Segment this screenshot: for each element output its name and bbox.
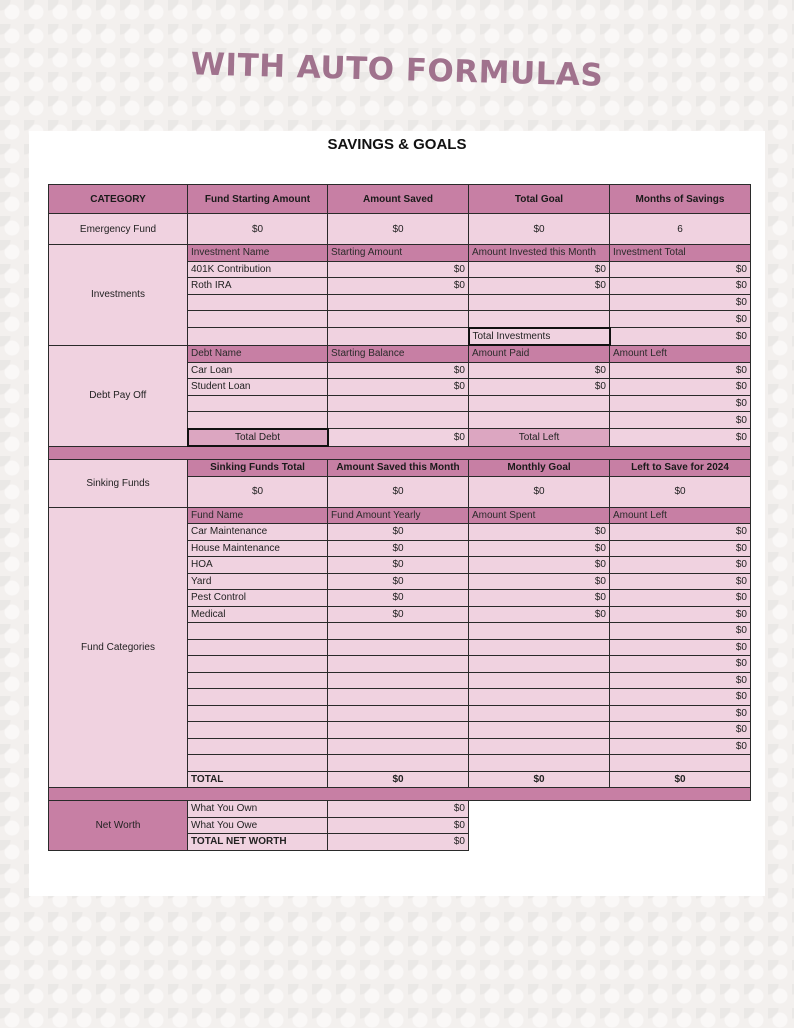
fund-yearly-cell[interactable]: $0 [328,557,469,574]
fund-name-cell[interactable] [188,689,328,706]
fund-name-cell[interactable] [188,656,328,673]
total-left-label: Total Left [469,429,610,447]
document-title: SAVINGS & GOALS [327,136,467,153]
fund-spent-cell[interactable]: $0 [469,540,610,557]
debt-name-cell[interactable]: Student Loan [188,379,328,396]
fund-left-cell[interactable]: $0 [610,623,751,640]
debt-starting-cell[interactable] [328,395,469,412]
investment-name-cell[interactable]: 401K Contribution [188,261,328,278]
fund-yearly-cell[interactable] [328,623,469,640]
networth-item-label: What You Owe [188,817,328,834]
fund-spent-cell[interactable]: $0 [469,590,610,607]
fund-name-cell[interactable] [188,623,328,640]
blank-cell[interactable] [188,328,328,346]
debt-starting-cell[interactable] [328,412,469,429]
section-divider [49,446,751,460]
blank-area [469,801,751,851]
debt-col-left: Amount Left [610,345,751,362]
investment-total-cell[interactable]: $0 [610,261,751,278]
networth-item-value[interactable]: $0 [328,817,469,834]
investment-invested-cell[interactable]: $0 [469,278,610,295]
fund-spent-cell[interactable] [469,656,610,673]
funds-total-spent[interactable]: $0 [469,771,610,788]
fund-yearly-cell[interactable] [328,738,469,755]
investment-starting-cell[interactable] [328,311,469,328]
header-row [49,185,751,214]
debt-left-cell[interactable]: $0 [610,395,751,412]
fund-left-cell[interactable] [610,755,751,772]
investments-label: Investments [49,245,188,346]
sinking-funds-label: Sinking Funds [49,460,188,508]
emergency-fund-label: Emergency Fund [49,214,188,245]
fund-yearly-cell[interactable] [328,639,469,656]
investments-subheader-row [49,245,751,262]
header-months-of-savings: Months of Savings [610,185,751,214]
sinking-header-row [49,460,751,477]
debt-label: Debt Pay Off [49,345,188,446]
sinking-total-cell[interactable]: $0 [188,476,328,507]
debt-left-cell[interactable]: $0 [610,379,751,396]
fund-name-cell[interactable] [188,738,328,755]
fund-yearly-cell[interactable]: $0 [328,540,469,557]
debt-paid-cell[interactable]: $0 [469,362,610,379]
debt-col-starting: Starting Balance [328,345,469,362]
fund-left-cell[interactable]: $0 [610,722,751,739]
funds-col-yearly: Fund Amount Yearly [328,507,469,524]
investment-total-cell[interactable]: $0 [610,311,751,328]
funds-total-left[interactable]: $0 [610,771,751,788]
total-investments-value[interactable]: $0 [610,328,751,346]
sinking-col-saved: Amount Saved this Month [328,460,469,477]
fund-spent-cell[interactable] [469,623,610,640]
funds-subheader-row [49,507,751,524]
fund-left-cell[interactable]: $0 [610,557,751,574]
funds-col-left: Amount Left [610,507,751,524]
fund-spent-cell[interactable] [469,722,610,739]
banner-title: WITH AUTO FORMULAS [190,46,604,94]
sinking-col-total: Sinking Funds Total [188,460,328,477]
fund-left-cell[interactable]: $0 [610,590,751,607]
investment-starting-cell[interactable] [328,294,469,311]
fund-name-cell[interactable] [188,639,328,656]
investment-starting-cell[interactable]: $0 [328,261,469,278]
fund-name-cell[interactable]: Medical [188,606,328,623]
investments-col-name: Investment Name [188,245,328,262]
net-worth-label: Net Worth [49,801,188,851]
networth-item-label: What You Own [188,801,328,818]
fund-left-cell[interactable]: $0 [610,689,751,706]
fund-name-cell[interactable] [188,722,328,739]
sinking-left-cell[interactable]: $0 [610,476,751,507]
sinking-col-goal: Monthly Goal [469,460,610,477]
fund-spent-cell[interactable] [469,639,610,656]
debt-col-name: Debt Name [188,345,328,362]
debt-name-cell[interactable] [188,395,328,412]
emergency-starting-cell[interactable]: $0 [188,214,328,245]
sinking-goal-cell[interactable]: $0 [469,476,610,507]
header-total-goal: Total Goal [469,185,610,214]
debt-paid-cell[interactable] [469,395,610,412]
fund-left-cell[interactable]: $0 [610,540,751,557]
investments-col-starting: Starting Amount [328,245,469,262]
header-amount-saved: Amount Saved [328,185,469,214]
fund-left-cell[interactable]: $0 [610,573,751,590]
investment-total-cell[interactable]: $0 [610,294,751,311]
fund-yearly-cell[interactable]: $0 [328,573,469,590]
fund-name-cell[interactable]: House Maintenance [188,540,328,557]
total-investments-label: Total Investments [469,328,610,346]
section-divider [49,788,751,801]
funds-total-label: TOTAL [188,771,328,788]
sinking-col-left: Left to Save for 2024 [610,460,751,477]
debt-starting-cell[interactable]: $0 [328,362,469,379]
fund-left-cell[interactable]: $0 [610,524,751,541]
funds-col-name: Fund Name [188,507,328,524]
fund-left-cell[interactable]: $0 [610,738,751,755]
emergency-fund-row [49,214,751,245]
fund-spent-cell[interactable] [469,755,610,772]
fund-categories-label: Fund Categories [49,507,188,788]
fund-name-cell[interactable]: HOA [188,557,328,574]
divider-bar [49,446,751,460]
fund-left-cell[interactable]: $0 [610,656,751,673]
networth-item-value[interactable]: $0 [328,801,469,818]
debt-name-cell[interactable] [188,412,328,429]
fund-name-cell[interactable]: Car Maintenance [188,524,328,541]
total-net-worth-label: TOTAL NET WORTH [188,834,328,851]
emergency-months-cell[interactable]: 6 [610,214,751,245]
networth-row [49,801,751,818]
sinking-saved-cell[interactable]: $0 [328,476,469,507]
fund-yearly-cell[interactable] [328,672,469,689]
fund-yearly-cell[interactable] [328,705,469,722]
fund-spent-cell[interactable]: $0 [469,557,610,574]
total-net-worth-value[interactable]: $0 [328,834,469,851]
total-debt-value[interactable]: $0 [328,429,469,447]
header-fund-starting-amount: Fund Starting Amount [188,185,328,214]
fund-name-cell[interactable]: Pest Control [188,590,328,607]
fund-spent-cell[interactable] [469,705,610,722]
investment-name-cell[interactable] [188,311,328,328]
investment-invested-cell[interactable]: $0 [469,261,610,278]
emergency-goal-cell[interactable]: $0 [469,214,610,245]
fund-spent-cell[interactable] [469,738,610,755]
investment-total-cell[interactable]: $0 [610,278,751,295]
fund-name-cell[interactable] [188,672,328,689]
investment-invested-cell[interactable] [469,311,610,328]
fund-left-cell[interactable]: $0 [610,606,751,623]
investments-col-total: Investment Total [610,245,751,262]
fund-yearly-cell[interactable]: $0 [328,606,469,623]
debt-starting-cell[interactable]: $0 [328,379,469,396]
fund-spent-cell[interactable]: $0 [469,573,610,590]
fund-yearly-cell[interactable]: $0 [328,524,469,541]
debt-paid-cell[interactable] [469,412,610,429]
fund-left-cell[interactable]: $0 [610,639,751,656]
fund-yearly-cell[interactable] [328,689,469,706]
debt-name-cell[interactable]: Car Loan [188,362,328,379]
debt-subheader-row [49,345,751,362]
fund-yearly-cell[interactable] [328,722,469,739]
fund-name-cell[interactable] [188,755,328,772]
debt-left-cell[interactable]: $0 [610,412,751,429]
debt-col-paid: Amount Paid [469,345,610,362]
funds-total-yearly[interactable]: $0 [328,771,469,788]
fund-spent-cell[interactable] [469,672,610,689]
investment-invested-cell[interactable] [469,294,610,311]
debt-paid-cell[interactable]: $0 [469,379,610,396]
funds-col-spent: Amount Spent [469,507,610,524]
fund-yearly-cell[interactable]: $0 [328,590,469,607]
fund-spent-cell[interactable] [469,689,610,706]
savings-goals-table [48,184,751,851]
total-left-value[interactable]: $0 [610,429,751,447]
investment-starting-cell[interactable]: $0 [328,278,469,295]
investments-col-invested: Amount Invested this Month [469,245,610,262]
divider-bar [49,788,751,801]
fund-left-cell[interactable]: $0 [610,705,751,722]
fund-spent-cell[interactable]: $0 [469,524,610,541]
header-category: CATEGORY [49,185,188,214]
fund-yearly-cell[interactable] [328,656,469,673]
investment-name-cell[interactable]: Roth IRA [188,278,328,295]
blank-cell[interactable] [328,328,469,346]
emergency-saved-cell[interactable]: $0 [328,214,469,245]
fund-yearly-cell[interactable] [328,755,469,772]
investment-name-cell[interactable] [188,294,328,311]
fund-spent-cell[interactable]: $0 [469,606,610,623]
fund-name-cell[interactable]: Yard [188,573,328,590]
fund-name-cell[interactable] [188,705,328,722]
debt-left-cell[interactable]: $0 [610,362,751,379]
total-debt-label: Total Debt [188,429,328,447]
fund-left-cell[interactable]: $0 [610,672,751,689]
